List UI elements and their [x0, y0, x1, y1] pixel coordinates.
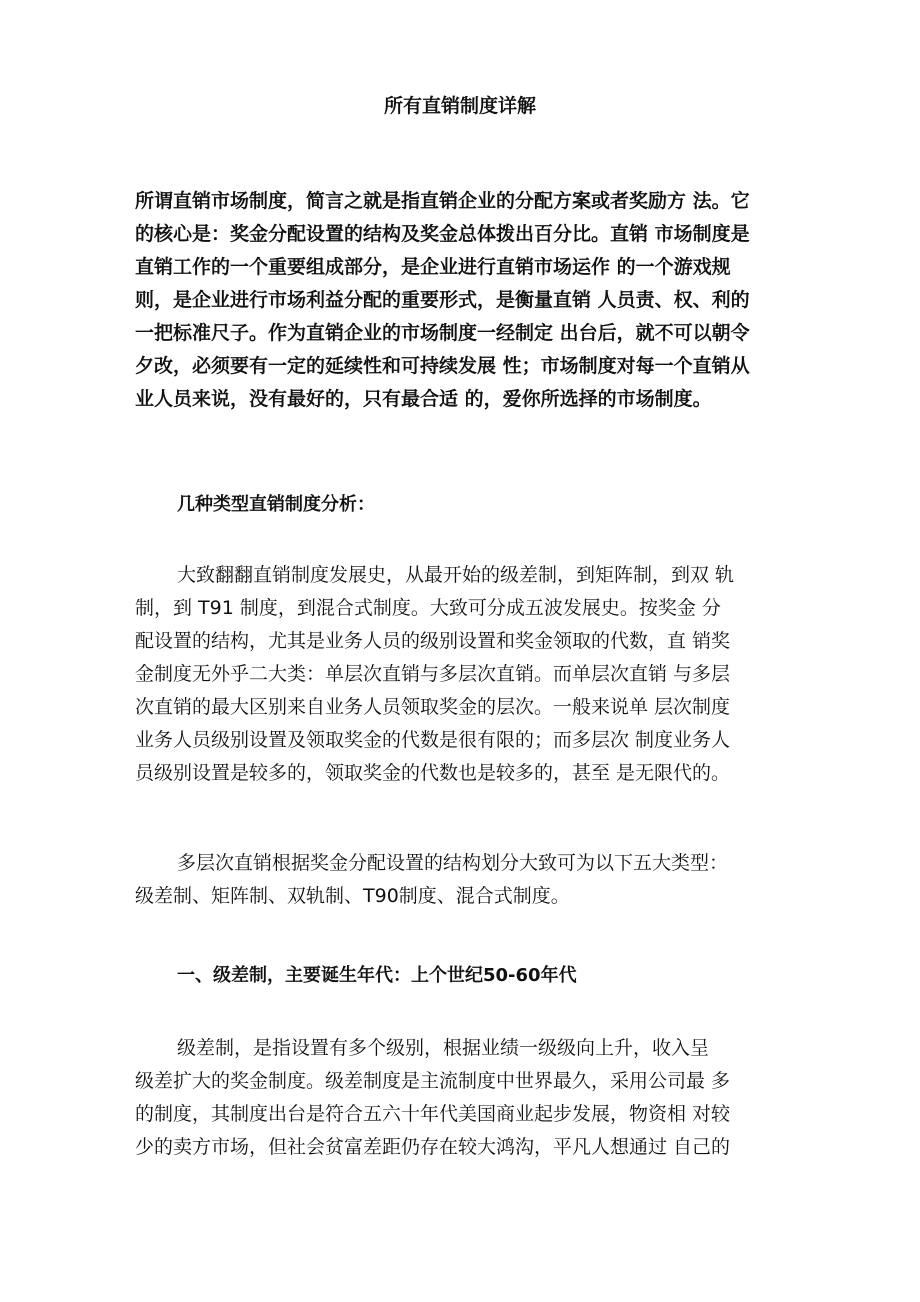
intro-line: 所谓直销市场制度，简言之就是指直销企业的分配方案或者奖励方 法。它: [135, 190, 750, 212]
intro-line: 的核心是：奖金分配设置的结构及奖金总体拨出百分比。直销 市场制度是: [135, 223, 750, 245]
intro-line: 一把标准尺子。作为直销企业的市场制度一经制定 出台后，就不可以朝令: [135, 322, 750, 344]
section1-line: 的制度，其制度出台是符合五六十年代美国商业起步发展，物资相 对较: [135, 1103, 731, 1125]
section1-line: 级差扩大的奖金制度。级差制度是主流制度中世界最久，采用公司最 多: [135, 1070, 731, 1092]
types-line: 级差制、矩阵制、双轨制、T90制度、混合式制度。: [135, 885, 570, 907]
types-line: 多层次直销根据奖金分配设置的结构划分大致可为以下五大类型：: [177, 852, 729, 874]
intro-paragraph: [135, 185, 795, 416]
intro-line: 直销工作的一个重要组成部分，是企业进行直销市场运作 的一个游戏规: [135, 256, 731, 278]
history-line: 金制度无外乎二大类：单层次直销与多层次直销。而单层次直销 与多层: [135, 663, 731, 685]
intro-line: 夕改，必须要有一定的延续性和可持续发展 性；市场制度对每一个直销从: [135, 355, 750, 377]
analysis-heading: 几种类型直销制度分析：: [177, 494, 375, 515]
section1-paragraph: [135, 1032, 795, 1164]
history-line: 次直销的最大区别来自业务人员领取奖金的层次。一般来说单 层次制度: [135, 696, 731, 718]
section1-line: 少的卖方市场，但社会贫富差距仍存在较大鸿沟，平凡人想通过 自己的: [135, 1136, 731, 1158]
types-paragraph: [135, 847, 795, 913]
history-line: 员级别设置是较多的，领取奖金的代数也是较多的，甚至 是无限代的。: [135, 762, 731, 784]
document-title: 所有直销制度详解: [383, 95, 536, 117]
section1-line: 级差制，是指设置有多个级别，根据业绩一级级向上升，收入呈: [177, 1037, 710, 1059]
history-line: 制，到 T91 制度，到混合式制度。大致可分成五波发展史。按奖金 分: [135, 597, 721, 619]
history-line: 配设置的结构，尤其是业务人员的级别设置和奖金领取的代数，直 销奖: [135, 630, 731, 652]
history-line: 大致翻翻直销制度发展史，从最开始的级差制，到矩阵制，到双 轨: [177, 564, 735, 586]
section1-heading: 一、级差制，主要诞生年代：上个世纪50-60年代: [177, 965, 577, 986]
history-paragraph: [135, 559, 795, 790]
history-line: 业务人员级别设置及领取奖金的代数是很有限的；而多层次 制度业务人: [135, 729, 731, 751]
intro-line: 则，是企业进行市场利益分配的重要形式，是衡量直销 人员责、权、利的: [135, 289, 750, 311]
intro-line: 业人员来说，没有最好的，只有最合适 的，爱你所选择的市场制度。: [135, 388, 712, 410]
